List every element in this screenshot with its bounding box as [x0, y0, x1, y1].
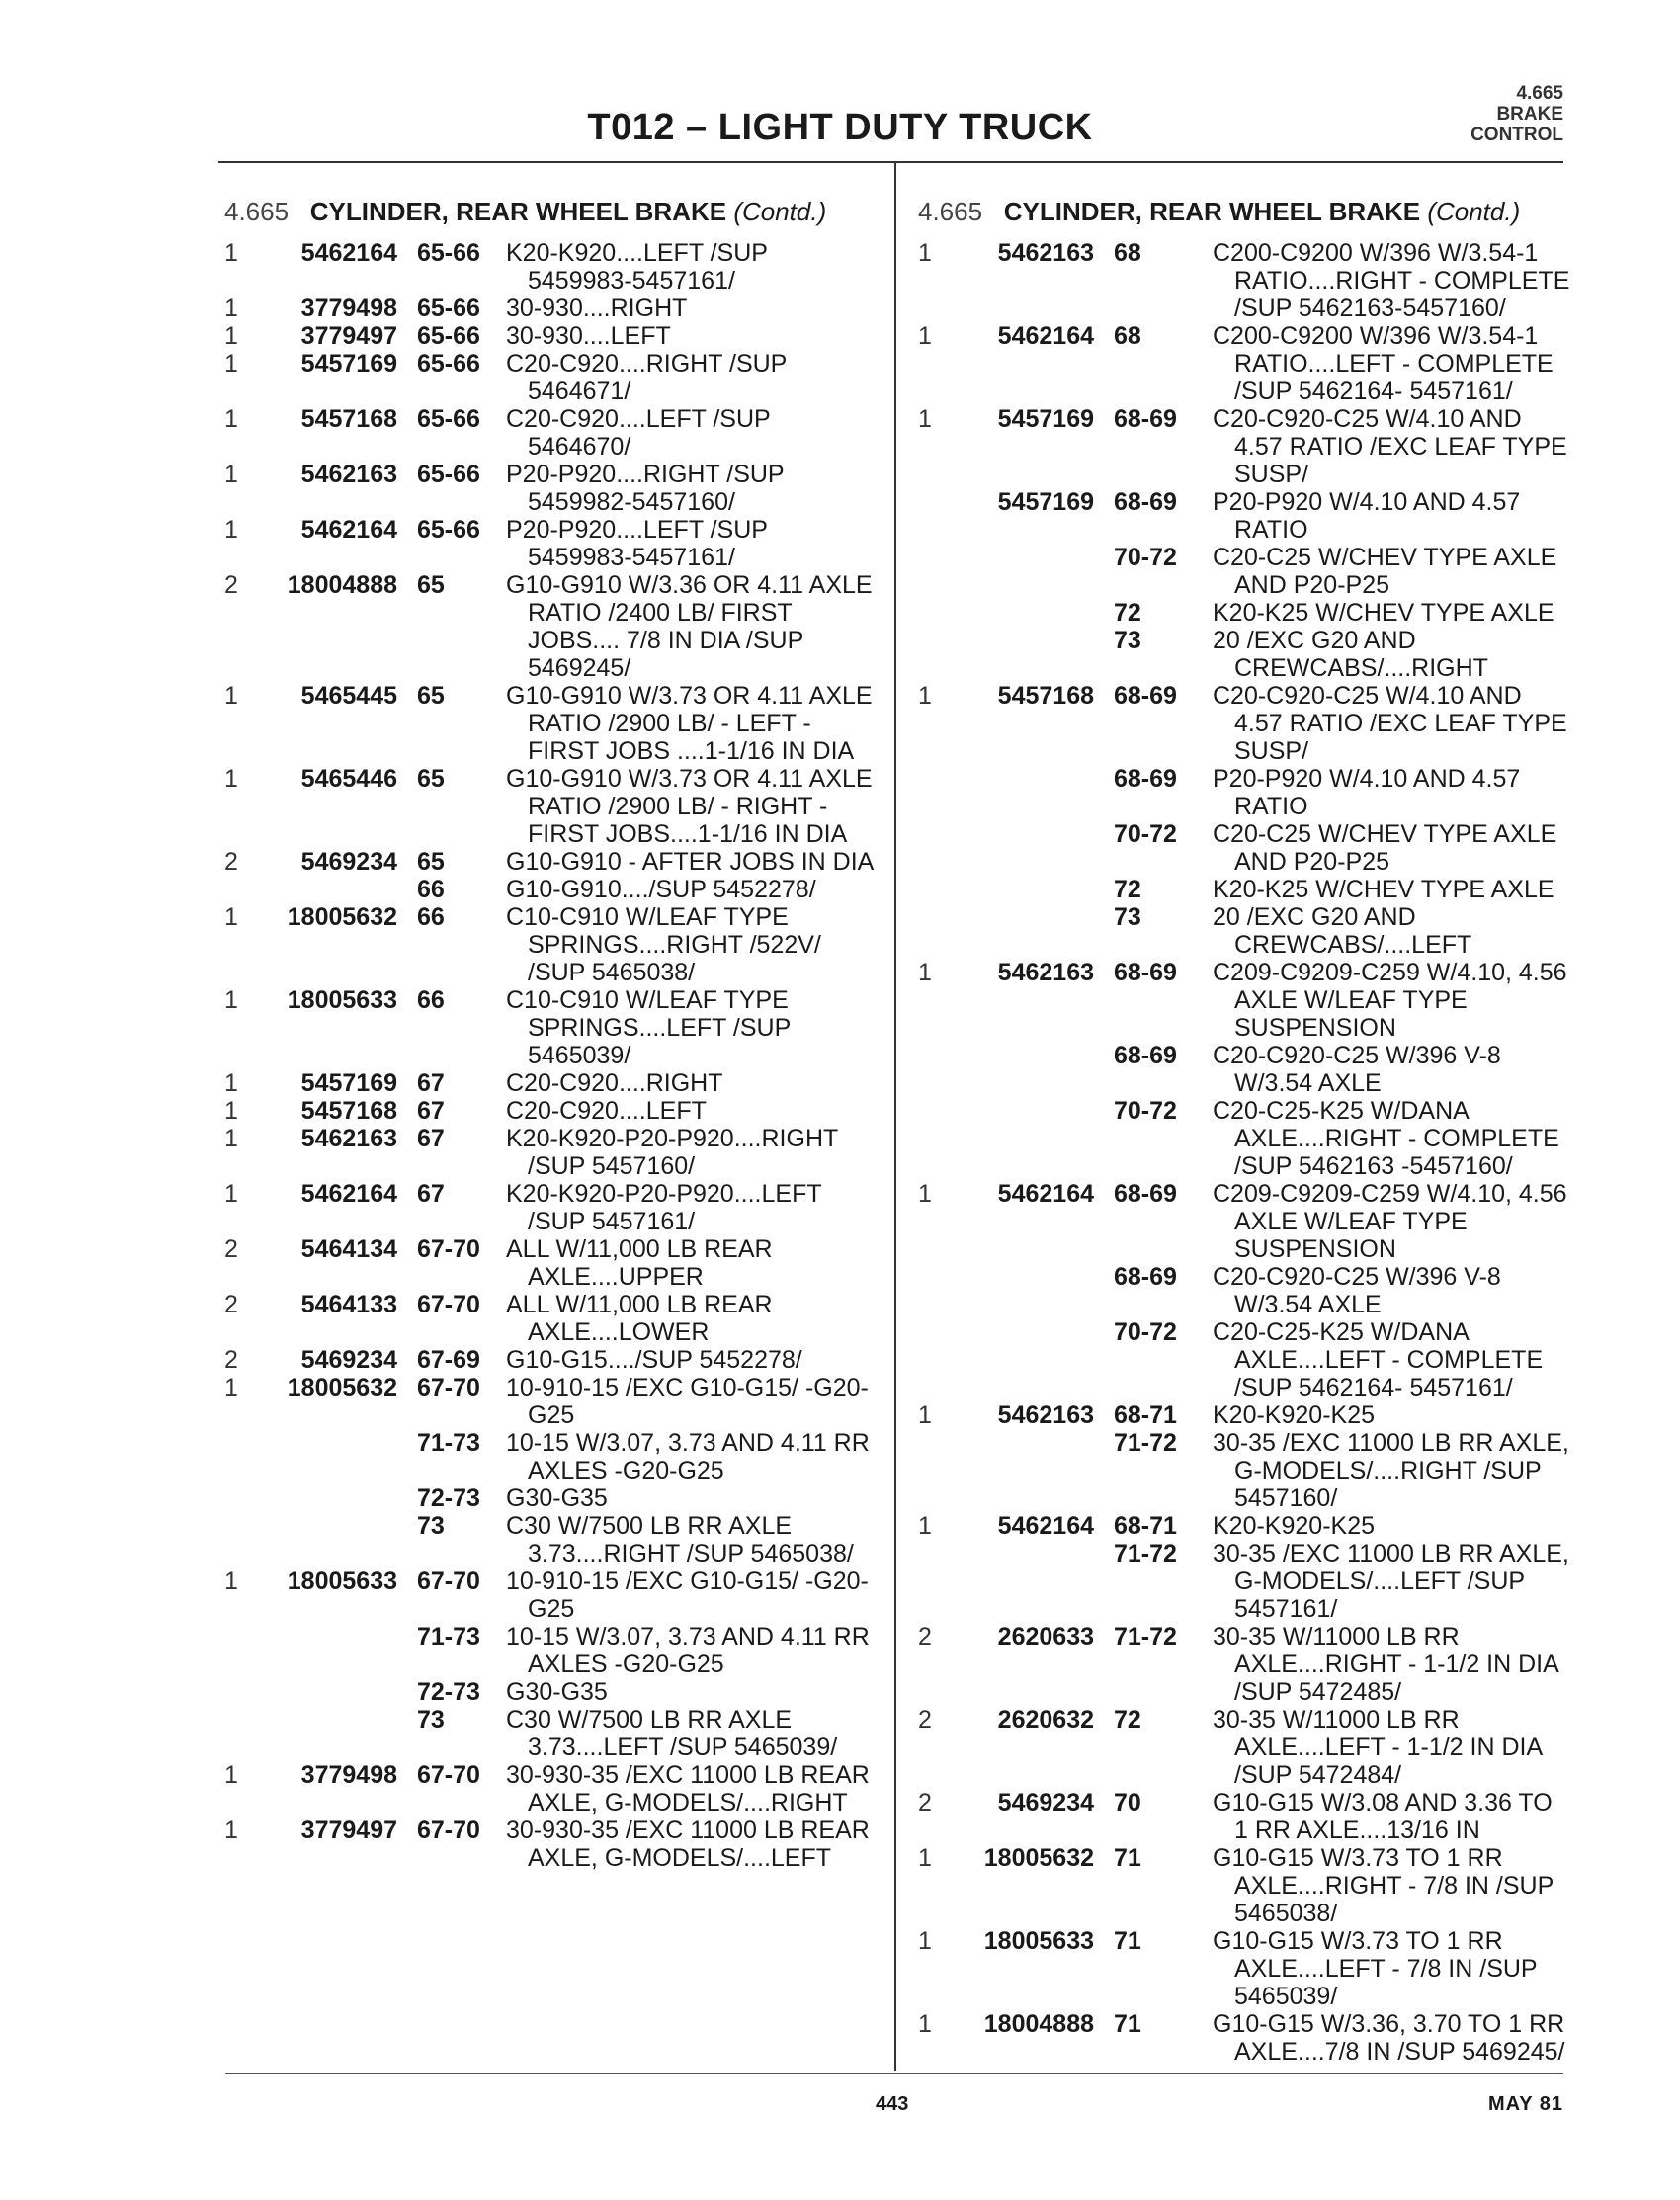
entry-years: 71-73: [417, 1623, 480, 1650]
parts-entry: [918, 1401, 1570, 1429]
entry-quantity: 1: [918, 959, 932, 986]
entry-years: 67-70: [417, 1235, 480, 1263]
entry-part-number: 3779498: [300, 1761, 397, 1789]
entry-quantity: 1: [224, 1069, 238, 1097]
entry-part-number: 5457169: [997, 405, 1094, 433]
entry-description: G10-G910 W/3.36 OR 4.11 AXLE RATIO /2400 LB/ FIRST JOBS.... 7/8 IN DIA /SUP 5469245/: [506, 571, 880, 682]
entry-part-number: 18005633: [287, 986, 397, 1014]
entry-description: ALL W/11,000 LB REAR AXLE....UPPER: [506, 1235, 779, 1291]
parts-entry: [918, 1706, 1570, 1789]
parts-entry: [918, 405, 1574, 488]
entry-description: C20-C920....RIGHT /SUP 5464671/: [506, 350, 794, 405]
entry-years: 70-72: [1114, 544, 1177, 571]
entry-description: C209-C9209-C259 W/4.10, 4.56 AXLE W/LEAF TYPE SUSPENSION: [1213, 959, 1573, 1042]
entry-quantity: 1: [918, 1844, 932, 1872]
entry-quantity: 1: [918, 239, 932, 267]
entry-years: 67: [417, 1180, 445, 1208]
entry-part-number: 5457168: [997, 682, 1094, 710]
entry-description: C209-C9209-C259 W/4.10, 4.56 AXLE W/LEAF TYPE SUSPENSION: [1213, 1180, 1573, 1263]
section-label-line2: CONTROL: [1470, 125, 1563, 145]
entry-years: 67-70: [417, 1374, 480, 1401]
entry-quantity: 1: [224, 461, 238, 488]
entry-part-number: 5462164: [997, 322, 1094, 350]
entry-quantity: 2: [918, 1623, 932, 1650]
entry-quantity: 1: [918, 1180, 932, 1208]
entry-part-number: 5462164: [997, 1180, 1094, 1208]
entry-part-number: 18005633: [983, 1927, 1094, 1955]
entry-years: 72-73: [417, 1678, 480, 1706]
entry-years: 68-69: [1114, 682, 1177, 710]
right-column: [918, 197, 1577, 2066]
entry-part-number: 5469234: [300, 1346, 397, 1374]
entry-description: C20-C920....RIGHT: [506, 1069, 723, 1097]
entry-years: 67-70: [417, 1761, 480, 1789]
parts-entry: [224, 765, 880, 848]
entry-description: G10-G910..../SUP 5452278/: [506, 876, 816, 903]
entry-description: P20-P920....LEFT /SUP 5459983-5457161/: [506, 516, 775, 571]
entry-description: 30-35 W/11000 LB RR AXLE....RIGHT - 1-1/2 IN DIA /SUP 5472485/: [1213, 1623, 1565, 1706]
parts-entry: [918, 1789, 1570, 1844]
entry-years: 65: [417, 848, 445, 876]
entry-quantity: 1: [918, 1401, 932, 1429]
parts-entry: [224, 1567, 877, 1623]
parts-entry: [224, 1125, 877, 1180]
parts-entry: [224, 1706, 877, 1761]
parts-entry: [224, 571, 880, 682]
entry-quantity: 2: [918, 1789, 932, 1817]
entry-description: 30-930....RIGHT: [506, 295, 688, 322]
entry-description: C200-C9200 W/396 W/3.54-1 RATIO....LEFT - COMPLETE /SUP 5462164- 5457161/: [1213, 322, 1560, 405]
parts-entry: [224, 1512, 877, 1567]
page-title: T012 – LIGHT DUTY TRUCK: [587, 107, 1093, 148]
parts-entry: [918, 627, 1570, 682]
right-column-heading: [918, 198, 1570, 225]
heading-contd: (Contd.): [1427, 197, 1521, 226]
heading-contd: (Contd.): [733, 197, 827, 226]
entry-years: 67: [417, 1125, 445, 1152]
entry-description: K20-K25 W/CHEV TYPE AXLE: [1213, 599, 1554, 627]
entry-part-number: 5469234: [300, 848, 397, 876]
entry-years: 70-72: [1114, 1318, 1177, 1346]
page-number: 443: [876, 2093, 909, 2115]
entry-quantity: 1: [224, 1374, 238, 1401]
entry-years: 67: [417, 1097, 445, 1125]
entry-part-number: 18005632: [983, 1844, 1094, 1872]
entry-description: 30-35 /EXC 11000 LB RR AXLE, G-MODELS/....RIGHT /SUP 5457160/: [1213, 1429, 1576, 1512]
entry-years: 70-72: [1114, 820, 1177, 848]
entry-description: 30-35 /EXC 11000 LB RR AXLE, G-MODELS/....LEFT /SUP 5457161/: [1213, 1540, 1576, 1623]
section-number: 4.665: [1516, 83, 1563, 104]
entry-quantity: 1: [224, 295, 238, 322]
entry-description: 10-15 W/3.07, 3.73 AND 4.11 RR AXLES -G20-G25: [506, 1623, 876, 1678]
entry-description: C20-C25 W/CHEV TYPE AXLE AND P20-P25: [1213, 820, 1562, 876]
entry-part-number: 5469234: [997, 1789, 1094, 1817]
parts-entry: [224, 1678, 877, 1706]
parts-entry: [918, 599, 1570, 627]
entry-description: 10-910-15 /EXC G10-G15/ -G20-G25: [506, 1374, 869, 1429]
entry-years: 72: [1114, 599, 1141, 627]
parts-entry: [918, 1540, 1576, 1623]
entry-description: 10-910-15 /EXC G10-G15/ -G20-G25: [506, 1567, 869, 1623]
entry-description: G10-G910 W/3.73 OR 4.11 AXLE RATIO /2900 LB/ - LEFT - FIRST JOBS ....1-1/16 IN DIA: [506, 682, 880, 765]
entry-years: 71: [1114, 2010, 1141, 2038]
entry-description: G10-G910 W/3.73 OR 4.11 AXLE RATIO /2900 LB/ - RIGHT - FIRST JOBS....1-1/16 IN DIA: [506, 765, 880, 848]
parts-entry: [918, 765, 1570, 820]
entry-description: P20-P920 W/4.10 AND 4.57 RATIO: [1213, 488, 1528, 544]
entry-description: 30-930....LEFT: [506, 322, 671, 350]
entry-years: 68-71: [1114, 1512, 1177, 1540]
entry-years: 65-66: [417, 350, 480, 378]
entry-part-number: 3779497: [300, 322, 397, 350]
entry-quantity: 1: [224, 1097, 238, 1125]
entry-description: G30-G35: [506, 1678, 608, 1706]
entry-quantity: 1: [918, 1927, 932, 1955]
entry-quantity: 2: [224, 1346, 238, 1374]
publication-date: MAY 81: [1487, 2093, 1563, 2115]
entry-part-number: 5457169: [300, 1069, 397, 1097]
entry-years: 68-69: [1114, 488, 1177, 516]
parts-entry: [918, 322, 1570, 405]
entry-part-number: 5464133: [300, 1291, 397, 1318]
entry-quantity: 1: [224, 516, 238, 544]
entry-part-number: 5462163: [300, 461, 397, 488]
entry-years: 67-70: [417, 1817, 480, 1844]
parts-entry: [224, 848, 877, 876]
entry-years: 65-66: [417, 516, 480, 544]
entry-years: 65-66: [417, 239, 480, 267]
entry-years: 68-69: [1114, 1042, 1177, 1069]
parts-entry: [224, 461, 877, 516]
entry-quantity: 1: [224, 405, 238, 433]
parts-entry: [224, 1374, 877, 1429]
entry-years: 65-66: [417, 295, 480, 322]
parts-entry: [918, 959, 1573, 1042]
entry-part-number: 5462164: [300, 516, 397, 544]
entry-quantity: 1: [224, 1761, 238, 1789]
entry-years: 65: [417, 765, 445, 793]
parts-entry: [224, 350, 877, 405]
parts-entry: [224, 682, 880, 765]
parts-entry: [918, 1318, 1570, 1401]
entry-description: P20-P920....RIGHT /SUP 5459982-5457160/: [506, 461, 792, 516]
parts-entry: [918, 1927, 1570, 2010]
parts-entry: [918, 1042, 1570, 1097]
parts-entry: [224, 295, 877, 322]
entry-description: C20-C920-C25 W/4.10 AND 4.57 RATIO /EXC LEAF TYPE SUSP/: [1213, 405, 1574, 488]
parts-entry: [224, 1761, 877, 1817]
entry-years: 68-69: [1114, 959, 1177, 986]
parts-entry: [224, 1291, 877, 1346]
entry-description: C20-C920....LEFT: [506, 1097, 707, 1125]
parts-entry: [918, 1844, 1570, 1927]
entry-description: C20-C25 W/CHEV TYPE AXLE AND P20-P25: [1213, 544, 1562, 599]
entry-description: P20-P920 W/4.10 AND 4.57 RATIO: [1213, 765, 1528, 820]
entry-quantity: 2: [918, 1706, 932, 1734]
parts-entry: [918, 1429, 1576, 1512]
entry-years: 68-69: [1114, 765, 1177, 793]
entry-description: K20-K920-P20-P920....RIGHT /SUP 5457160/: [506, 1125, 845, 1180]
parts-entry: [224, 1097, 877, 1125]
entry-quantity: 1: [918, 322, 932, 350]
entry-quantity: 2: [224, 1291, 238, 1318]
entry-years: 72: [1114, 1706, 1141, 1734]
entry-years: 71-72: [1114, 1540, 1177, 1567]
parts-entry: [224, 1817, 877, 1872]
parts-entry: [224, 516, 877, 571]
entry-quantity: 1: [918, 1512, 932, 1540]
entry-years: 73: [1114, 627, 1141, 654]
entry-years: 68-69: [1114, 1263, 1177, 1291]
entry-description: G10-G910 - AFTER JOBS IN DIA: [506, 848, 875, 876]
entry-description: C10-C910 W/LEAF TYPE SPRINGS....RIGHT /522V/ /SUP 5465038/: [506, 903, 828, 986]
parts-entry: [918, 903, 1570, 959]
entry-part-number: 2620632: [997, 1706, 1094, 1734]
entry-years: 66: [417, 876, 445, 903]
entry-part-number: 5457169: [300, 350, 397, 378]
entry-years: 73: [417, 1512, 445, 1540]
entry-part-number: 18005632: [287, 903, 397, 931]
entry-description: C200-C9200 W/396 W/3.54-1 RATIO....RIGHT - COMPLETE /SUP 5462163-5457160/: [1213, 239, 1577, 322]
entry-quantity: 1: [224, 1180, 238, 1208]
entry-part-number: 3779498: [300, 295, 397, 322]
entry-description: C30 W/7500 LB RR AXLE 3.73....LEFT /SUP 5465039/: [506, 1706, 838, 1761]
parts-entry: [224, 1484, 877, 1512]
parts-entry: [224, 1623, 877, 1678]
parts-entry: [224, 322, 877, 350]
parts-entry: [918, 1623, 1570, 1706]
entry-years: 72: [1114, 876, 1141, 903]
entry-quantity: 1: [224, 1817, 238, 1844]
entry-description: K20-K920....LEFT /SUP 5459983-5457161/: [506, 239, 775, 295]
entry-part-number: 5462164: [300, 239, 397, 267]
parts-entry: [918, 1512, 1570, 1540]
entry-quantity: 1: [224, 1567, 238, 1595]
entry-years: 65-66: [417, 322, 480, 350]
entry-description: 30-35 W/11000 LB RR AXLE....LEFT - 1-1/2 IN DIA /SUP 5472484/: [1213, 1706, 1549, 1789]
entry-description: G10-G15..../SUP 5452278/: [506, 1346, 802, 1374]
entry-years: 65: [417, 571, 445, 599]
entry-years: 70-72: [1114, 1097, 1177, 1125]
left-entry-list: [224, 239, 880, 1872]
heading-number: 4.665: [224, 197, 290, 226]
entry-part-number: 5462163: [997, 1401, 1094, 1429]
entry-part-number: 18004888: [983, 2010, 1094, 2038]
entry-years: 71-73: [417, 1429, 480, 1457]
entry-part-number: 18005632: [287, 1374, 397, 1401]
parts-entry: [918, 488, 1570, 544]
entry-description: G30-G35: [506, 1484, 608, 1512]
entry-years: 68: [1114, 239, 1141, 267]
parts-entry: [224, 876, 877, 903]
entry-part-number: 5465445: [300, 682, 397, 710]
entry-description: 20 /EXC G20 AND CREWCABS/....LEFT: [1213, 903, 1472, 959]
entry-quantity: 2: [224, 848, 238, 876]
entry-years: 67-69: [417, 1346, 480, 1374]
entry-description: C20-C920-C25 W/396 V-8 W/3.54 AXLE: [1213, 1263, 1508, 1318]
entry-quantity: 1: [224, 986, 238, 1014]
heading-name: CYLINDER, REAR WHEEL BRAKE: [1003, 197, 1421, 226]
entry-years: 71: [1114, 1844, 1141, 1872]
parts-entry: [224, 1235, 877, 1291]
entry-part-number: 18005633: [287, 1567, 397, 1595]
entry-description: C20-C920-C25 W/4.10 AND 4.57 RATIO /EXC LEAF TYPE SUSP/: [1213, 682, 1574, 765]
entry-quantity: 1: [918, 405, 932, 433]
entry-years: 72-73: [417, 1484, 480, 1512]
entry-part-number: 5457168: [300, 1097, 397, 1125]
parts-entry: [224, 1180, 877, 1235]
entry-description: 30-930-35 /EXC 11000 LB REAR AXLE, G-MODELS/....LEFT: [506, 1817, 876, 1872]
entry-part-number: 18004888: [287, 571, 397, 599]
entry-description: C20-C25-K25 W/DANA AXLE....RIGHT - COMPLETE /SUP 5462163 -5457160/: [1213, 1097, 1566, 1180]
entry-years: 67-70: [417, 1291, 480, 1318]
heading-name: CYLINDER, REAR WHEEL BRAKE: [309, 197, 727, 226]
entry-years: 68: [1114, 322, 1141, 350]
right-entry-list: [918, 239, 1577, 2066]
entry-description: 20 /EXC G20 AND CREWCABS/....RIGHT: [1213, 627, 1488, 682]
entry-quantity: 1: [224, 765, 238, 793]
entry-description: K20-K25 W/CHEV TYPE AXLE: [1213, 876, 1554, 903]
parts-entry: [918, 820, 1570, 876]
entry-quantity: 1: [224, 350, 238, 378]
entry-quantity: 1: [224, 239, 238, 267]
section-label-line1: BRAKE: [1496, 104, 1563, 125]
entry-years: 65-66: [417, 405, 480, 433]
parts-entry: [224, 405, 877, 461]
footer-rule: [225, 2073, 1563, 2074]
parts-entry: [918, 1180, 1573, 1263]
parts-entry: [224, 239, 877, 295]
entry-description: C20-C920....LEFT /SUP 5464670/: [506, 405, 778, 461]
entry-part-number: 5462164: [300, 1180, 397, 1208]
column-divider: [894, 163, 896, 2071]
parts-entry: [918, 682, 1574, 765]
entry-part-number: 5457169: [997, 488, 1094, 516]
parts-entry: [224, 903, 877, 986]
parts-entry: [224, 1346, 877, 1374]
entry-description: 30-930-35 /EXC 11000 LB REAR AXLE, G-MODELS/....RIGHT: [506, 1761, 876, 1817]
left-column: [224, 197, 880, 1872]
entry-part-number: 3779497: [300, 1817, 397, 1844]
entry-description: K20-K920-K25: [1213, 1512, 1376, 1540]
entry-years: 68-71: [1114, 1401, 1177, 1429]
parts-entry: [224, 1429, 877, 1484]
entry-quantity: 1: [224, 682, 238, 710]
entry-part-number: 5462163: [997, 239, 1094, 267]
parts-entry: [918, 544, 1570, 599]
entry-years: 71-72: [1114, 1623, 1177, 1650]
entry-quantity: 1: [918, 682, 932, 710]
entry-years: 68-69: [1114, 1180, 1177, 1208]
section-reference: [1470, 83, 1563, 145]
parts-entry: [918, 239, 1577, 322]
header-rule: [218, 161, 1563, 163]
entry-description: G10-G15 W/3.73 TO 1 RR AXLE....LEFT - 7/8 IN /SUP 5465039/: [1213, 1927, 1545, 2010]
entry-description: G10-G15 W/3.08 AND 3.36 TO 1 RR AXLE....13/16 IN: [1213, 1789, 1559, 1844]
entry-quantity: 1: [224, 322, 238, 350]
heading-number: 4.665: [918, 197, 983, 226]
entry-years: 68-69: [1114, 405, 1177, 433]
entry-years: 71: [1114, 1927, 1141, 1955]
entry-years: 73: [1114, 903, 1141, 931]
entry-years: 71-72: [1114, 1429, 1177, 1457]
entry-part-number: 5462163: [300, 1125, 397, 1152]
entry-description: C20-C920-C25 W/396 V-8 W/3.54 AXLE: [1213, 1042, 1508, 1097]
entry-quantity: 1: [918, 2010, 932, 2038]
entry-part-number: 5464134: [300, 1235, 397, 1263]
entry-description: K20-K920-K25: [1213, 1401, 1376, 1429]
entry-years: 73: [417, 1706, 445, 1734]
entry-quantity: 1: [224, 903, 238, 931]
left-column-heading: [224, 198, 877, 225]
entry-description: K20-K920-P20-P920....LEFT /SUP 5457161/: [506, 1180, 829, 1235]
parts-entry: [918, 2010, 1570, 2066]
entry-part-number: 5462163: [997, 959, 1094, 986]
entry-description: G10-G15 W/3.36, 3.70 TO 1 RR AXLE....7/8 IN /SUP 5469245/: [1213, 2010, 1570, 2066]
parts-entry: [224, 1069, 877, 1097]
entry-years: 70: [1114, 1789, 1141, 1817]
parts-entry: [918, 1263, 1570, 1318]
entry-years: 65-66: [417, 461, 480, 488]
entry-part-number: 5457168: [300, 405, 397, 433]
entry-part-number: 5465446: [300, 765, 397, 793]
entry-quantity: 1: [224, 1125, 238, 1152]
entry-quantity: 2: [224, 571, 238, 599]
entry-description: 10-15 W/3.07, 3.73 AND 4.11 RR AXLES -G20-G25: [506, 1429, 876, 1484]
parts-entry: [918, 876, 1570, 903]
entry-years: 65: [417, 682, 445, 710]
entry-part-number: 2620633: [997, 1623, 1094, 1650]
parts-entry: [918, 1097, 1570, 1180]
entry-quantity: 2: [224, 1235, 238, 1263]
entry-years: 67: [417, 1069, 445, 1097]
entry-description: G10-G15 W/3.73 TO 1 RR AXLE....RIGHT - 7/8 IN /SUP 5465038/: [1213, 1844, 1560, 1927]
entry-description: C30 W/7500 LB RR AXLE 3.73....RIGHT /SUP 5465038/: [506, 1512, 854, 1567]
entry-years: 66: [417, 903, 445, 931]
entry-description: C20-C25-K25 W/DANA AXLE....LEFT - COMPLETE /SUP 5462164- 5457161/: [1213, 1318, 1551, 1401]
entry-years: 66: [417, 986, 445, 1014]
parts-entry: [224, 986, 877, 1069]
entry-description: C10-C910 W/LEAF TYPE SPRINGS....LEFT /SUP 5465039/: [506, 986, 798, 1069]
entry-years: 67-70: [417, 1567, 480, 1595]
entry-part-number: 5462164: [997, 1512, 1094, 1540]
entry-description: ALL W/11,000 LB REAR AXLE....LOWER: [506, 1291, 779, 1346]
